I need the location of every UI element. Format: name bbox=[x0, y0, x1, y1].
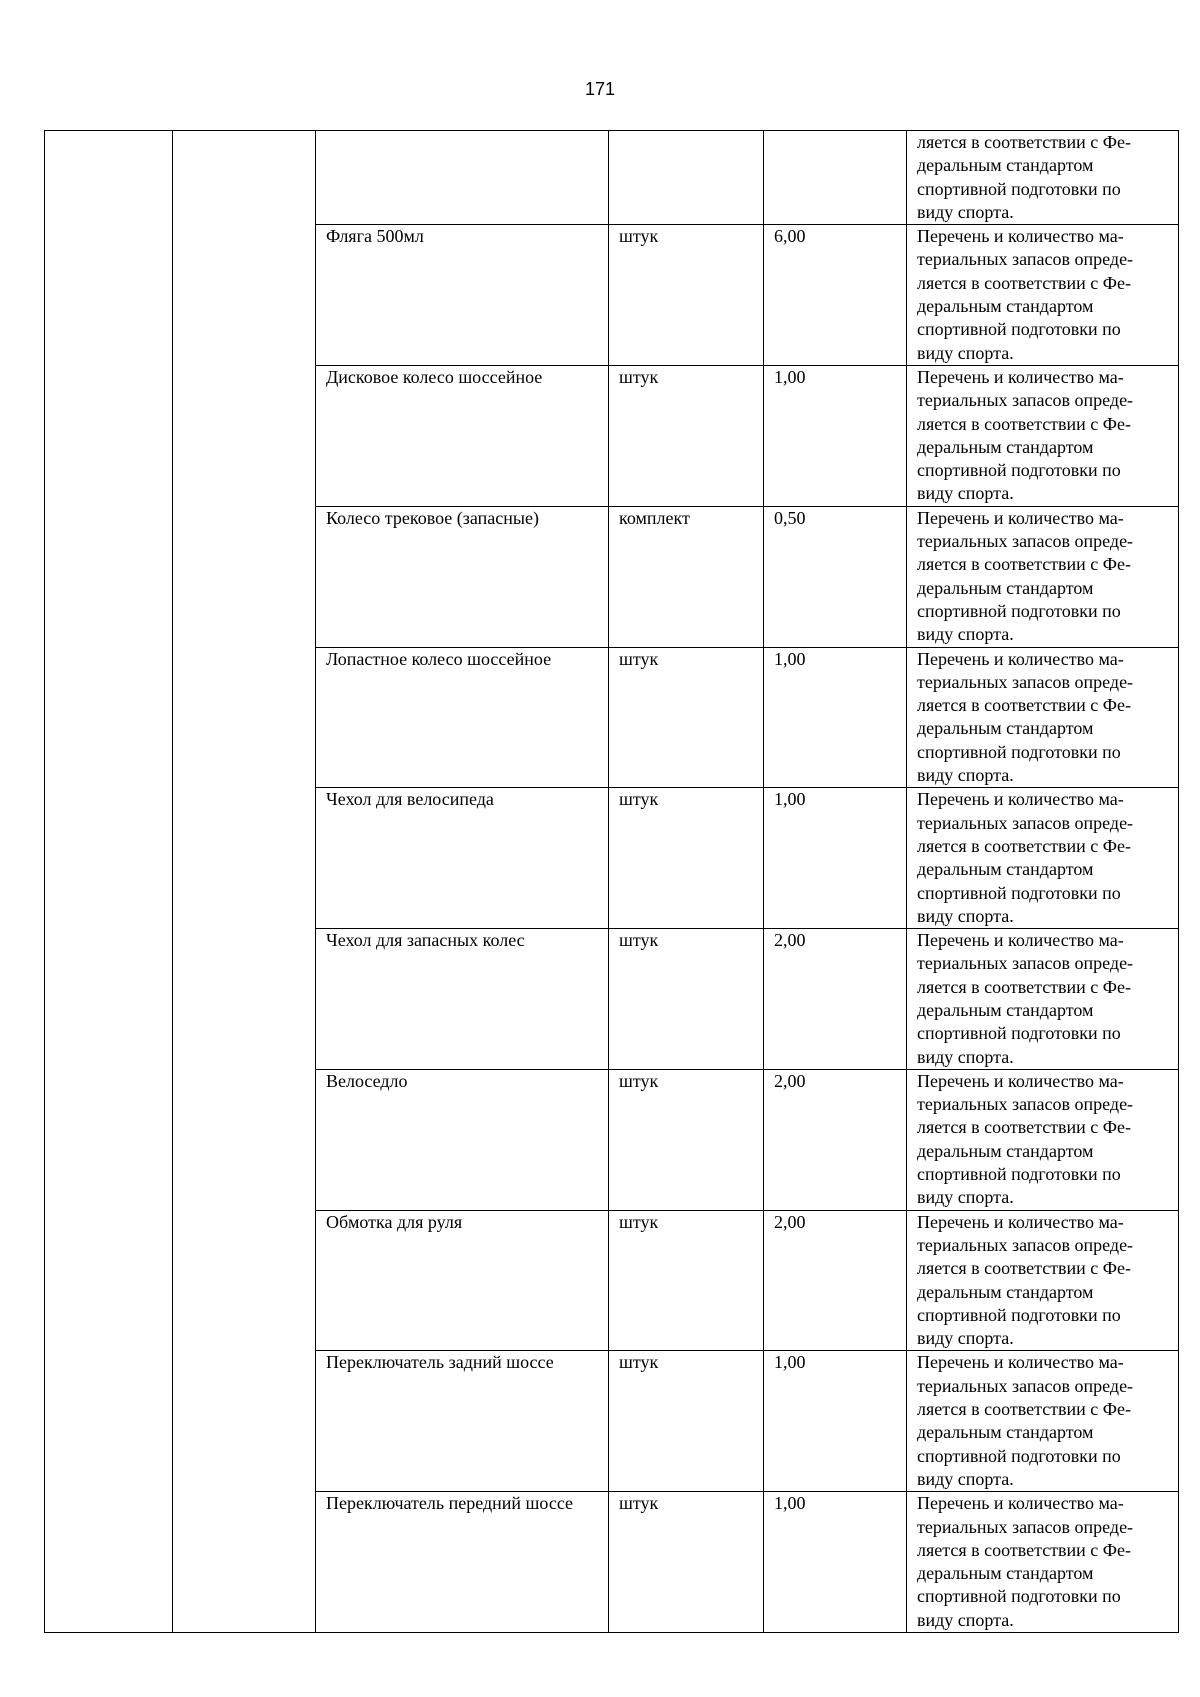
item-name-cell: Чехол для запасных колес bbox=[316, 929, 609, 1070]
unit-cell bbox=[609, 131, 764, 225]
note-cell: Перечень и количество ма- териальных запасов опреде- ляется в соответствии с Фе- деральным стандартом спортивной подготовки по виду спорта. bbox=[907, 1351, 1179, 1492]
quantity-cell: 1,00 bbox=[764, 788, 907, 929]
item-name-cell: Колесо трековое (запасные) bbox=[316, 506, 609, 647]
item-name-cell bbox=[316, 131, 609, 225]
note-cell: Перечень и количество ма- териальных запасов опреде- ляется в соответствии с Фе- деральным стандартом спортивной подготовки по виду спорта. bbox=[907, 1210, 1179, 1351]
item-name-cell: Обмотка для руля bbox=[316, 1210, 609, 1351]
quantity-cell: 1,00 bbox=[764, 1492, 907, 1633]
note-cell: Перечень и количество ма- териальных запасов опреде- ляется в соответствии с Фе- деральным стандартом спортивной подготовки по виду спорта. bbox=[907, 225, 1179, 366]
quantity-cell: 2,00 bbox=[764, 1210, 907, 1351]
unit-cell: штук bbox=[609, 647, 764, 788]
item-name-cell: Чехол для велосипеда bbox=[316, 788, 609, 929]
note-cell: Перечень и количество ма- териальных запасов опреде- ляется в соответствии с Фе- деральным стандартом спортивной подготовки по виду спорта. bbox=[907, 929, 1179, 1070]
note-cell: Перечень и количество ма- териальных запасов опреде- ляется в соответствии с Фе- деральным стандартом спортивной подготовки по виду спорта. bbox=[907, 365, 1179, 506]
item-name-cell: Фляга 500мл bbox=[316, 225, 609, 366]
note-cell: Перечень и количество ма- териальных запасов опреде- ляется в соответствии с Фе- деральным стандартом спортивной подготовки по виду спорта. bbox=[907, 647, 1179, 788]
item-name-cell: Переключатель передний шоссе bbox=[316, 1492, 609, 1633]
unit-cell: штук bbox=[609, 365, 764, 506]
item-name-cell: Велоседло bbox=[316, 1069, 609, 1210]
merged-cell-col1 bbox=[45, 131, 173, 1633]
quantity-cell: 1,00 bbox=[764, 647, 907, 788]
note-cell: Перечень и количество ма- териальных запасов опреде- ляется в соответствии с Фе- деральным стандартом спортивной подготовки по виду спорта. bbox=[907, 1069, 1179, 1210]
quantity-cell: 6,00 bbox=[764, 225, 907, 366]
equipment-table bbox=[44, 130, 1179, 1633]
unit-cell: комплект bbox=[609, 506, 764, 647]
quantity-cell: 2,00 bbox=[764, 929, 907, 1070]
quantity-cell: 1,00 bbox=[764, 1351, 907, 1492]
unit-cell: штук bbox=[609, 1492, 764, 1633]
note-cell: Перечень и количество ма- териальных запасов опреде- ляется в соответствии с Фе- деральным стандартом спортивной подготовки по виду спорта. bbox=[907, 1492, 1179, 1633]
quantity-cell: 2,00 bbox=[764, 1069, 907, 1210]
note-cell: Перечень и количество ма- териальных запасов опреде- ляется в соответствии с Фе- деральным стандартом спортивной подготовки по виду спорта. bbox=[907, 506, 1179, 647]
note-cell: Перечень и количество ма- териальных запасов опреде- ляется в соответствии с Фе- деральным стандартом спортивной подготовки по виду спорта. bbox=[907, 788, 1179, 929]
item-name-cell: Переключатель задний шоссе bbox=[316, 1351, 609, 1492]
quantity-cell: 1,00 bbox=[764, 365, 907, 506]
page-number: 171 bbox=[584, 79, 616, 99]
table-row bbox=[45, 131, 1179, 225]
note-cell: ляется в соответствии с Фе- деральным стандартом спортивной подготовки по виду спорта. bbox=[907, 131, 1179, 225]
unit-cell: штук bbox=[609, 1210, 764, 1351]
unit-cell: штук bbox=[609, 1069, 764, 1210]
unit-cell: штук bbox=[609, 788, 764, 929]
item-name-cell: Лопастное колесо шоссейное bbox=[316, 647, 609, 788]
quantity-cell: 0,50 bbox=[764, 506, 907, 647]
unit-cell: штук bbox=[609, 929, 764, 1070]
unit-cell: штук bbox=[609, 1351, 764, 1492]
unit-cell: штук bbox=[609, 225, 764, 366]
merged-cell-col2 bbox=[173, 131, 316, 1633]
item-name-cell: Дисковое колесо шоссейное bbox=[316, 365, 609, 506]
quantity-cell bbox=[764, 131, 907, 225]
